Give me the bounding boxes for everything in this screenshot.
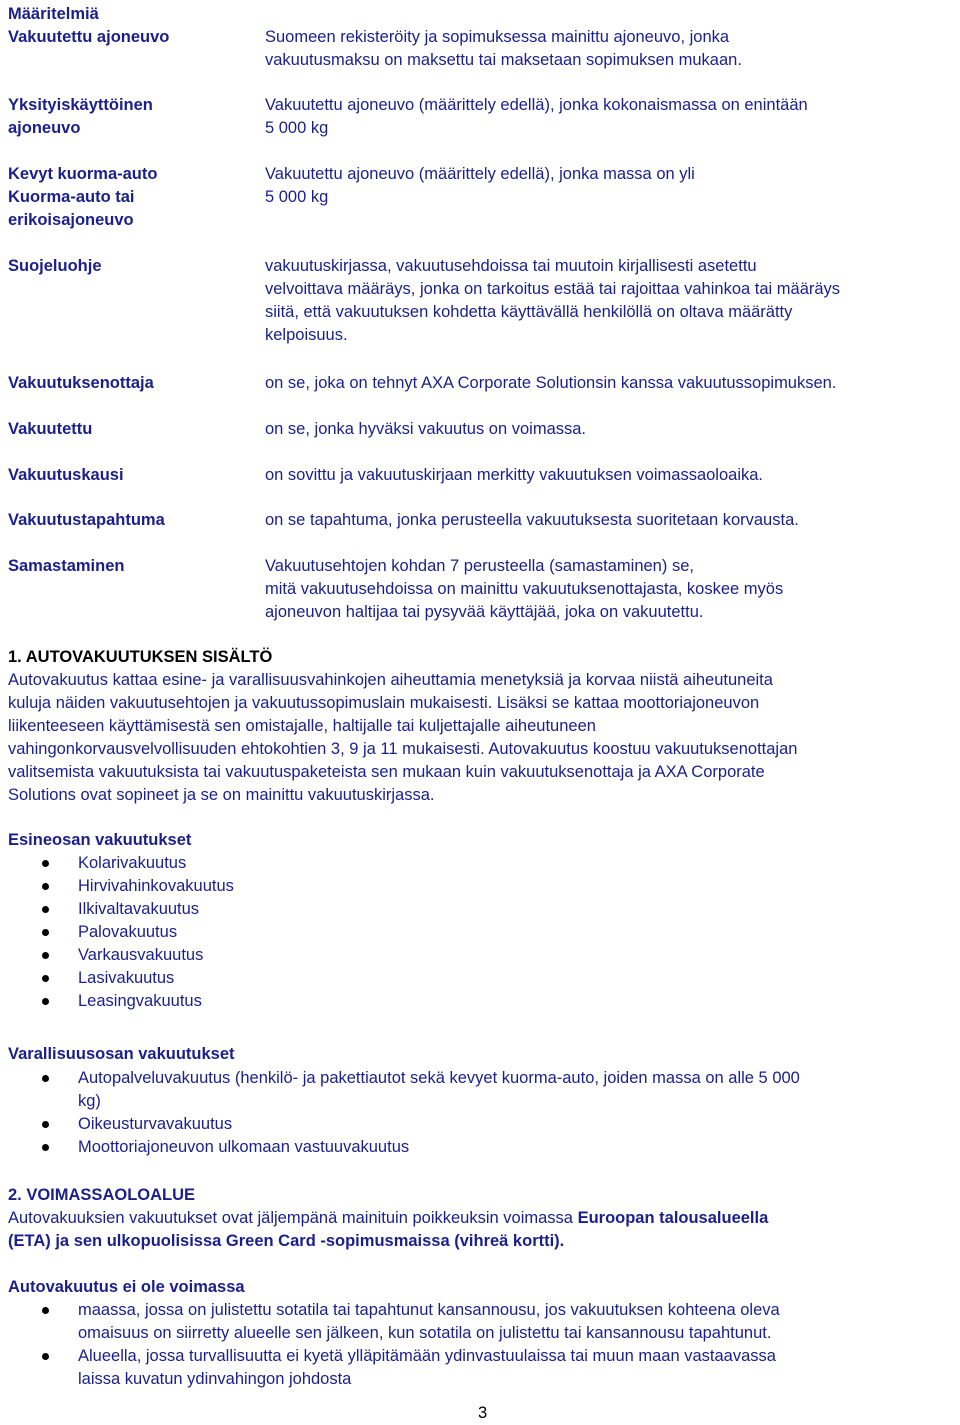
list-item: Alueella, jossa turvallisuutta ei kyetä ylläpitämään ydinvastuulaissa tai muun maan vastaavassa laissa kuvatun ydinvahingon johdosta xyxy=(0,1345,948,1391)
section-1-text: Autovakuutus kattaa esine- ja varallisuusvahinkojen aiheuttamia menetyksiä ja korvaa niistä aiheutuneita kuluja näiden vakuutusehtojen ja vakuutussopimuslain mukaisesti. Lisäksi se kattaa moottoriajoneuvon liikenteeseen käyttämisestä sen omistajalle, haltijalle tai kuljettajalle aiheutuneen vahingonkorvausvelvollisuuden ehtokohtien 3, 9 ja 11 mukaisesti. Autovakuutus koostuu vakuutuksenottajan valitsemista vakuutuksista tai vakuutuspaketeista sen mukaan kuin vakuutuksenottaja ja AXA Corporate Solutions ovat sopineet ja se on mainittu vakuutuskirjassa. xyxy=(8,671,798,804)
page-number: 3 xyxy=(478,1404,488,1422)
term-vakuutettu: Vakuutettu xyxy=(8,420,93,438)
bullet-icon xyxy=(42,906,49,913)
bullet-icon xyxy=(42,1121,49,1128)
definition-yksityiskayttoinen: Vakuutettu ajoneuvo (määrittely edellä), jonka kokonaismassa on enintään 5 000 kg xyxy=(265,96,808,137)
definition-kuorma-auto: Vakuutettu ajoneuvo (määrittely edellä), jonka massa on yli 5 000 kg xyxy=(265,165,695,206)
bullet-icon xyxy=(42,975,49,982)
bullet-icon xyxy=(42,952,49,959)
list-item: Lasivakuutus xyxy=(0,967,948,990)
property-list xyxy=(0,852,960,1013)
term-samastaminen: Samastaminen xyxy=(8,557,125,575)
bullet-icon xyxy=(42,1144,49,1151)
definition-vakuutuskausi: on sovittu ja vakuutuskirjaan merkitty vakuutuksen voimassaoloaika. xyxy=(265,466,763,484)
bullet-icon xyxy=(42,883,49,890)
term-vakuutustapahtuma: Vakuutustapahtuma xyxy=(8,511,165,529)
list-item: Autopalveluvakuutus (henkilö- ja pakettiautot sekä kevyet kuorma-auto, joiden massa on alle 5 000 kg) xyxy=(0,1067,948,1113)
list-item: Varkausvakuutus xyxy=(0,944,948,967)
term-vakuutuskausi: Vakuutuskausi xyxy=(8,466,124,484)
not-valid-list xyxy=(0,1299,960,1391)
definitions-title: Määritelmiä xyxy=(8,5,99,23)
term-kuorma-auto: Kevyt kuorma-auto Kuorma-auto tai erikoisajoneuvo xyxy=(8,165,158,229)
list-item: Oikeusturvavakuutus xyxy=(0,1113,948,1136)
bullet-icon xyxy=(42,860,49,867)
list-item: Hirvivahinkovakuutus xyxy=(0,875,948,898)
definition-vakuutuksenottaja: on se, joka on tehnyt AXA Corporate Solutionsin kanssa vakuutussopimuksen. xyxy=(265,374,837,392)
section-1-heading: 1. AUTOVAKUUTUKSEN SISÄLTÖ xyxy=(8,648,273,666)
section-1 xyxy=(8,646,958,807)
bullet-icon xyxy=(42,929,49,936)
assets-heading: Varallisuusosan vakuutukset xyxy=(8,1045,235,1063)
bullet-icon xyxy=(42,1307,49,1314)
list-item: Moottoriajoneuvon ulkomaan vastuuvakuutus xyxy=(0,1136,948,1159)
section-2 xyxy=(8,1184,958,1253)
list-item: Ilkivaltavakuutus xyxy=(0,898,948,921)
list-item: Palovakuutus xyxy=(0,921,948,944)
term-suojeluohje: Suojeluohje xyxy=(8,257,102,275)
term-yksityiskayttoinen: Yksityiskäyttöinen ajoneuvo xyxy=(8,96,153,137)
list-item: Leasingvakuutus xyxy=(0,990,948,1013)
list-item: Kolarivakuutus xyxy=(0,852,948,875)
list-item: maassa, jossa on julistettu sotatila tai tapahtunut kansannousu, jos vakuutuksen kohteena oleva omaisuus on siirretty alueelle sen jälkeen, kun sotatila on julistettu tai kansannousu tapahtunut. xyxy=(0,1299,948,1345)
definition-samastaminen: Vakuutusehtojen kohdan 7 perusteella (samastaminen) se, mitä vakuutusehdoissa on mainittu vakuutuksenottajasta, koskee myös ajoneuvon haltijaa tai pysyvää käyttäjää, joka on vakuutettu. xyxy=(265,557,784,621)
bullet-icon xyxy=(42,1353,49,1360)
assets-list xyxy=(0,1067,960,1159)
definition-vakuutettu-ajoneuvo: Suomeen rekisteröity ja sopimuksessa mainittu ajoneuvo, jonka vakuutusmaksu on maksettu tai maksetaan sopimuksen mukaan. xyxy=(265,28,742,69)
bullet-icon xyxy=(42,1075,49,1082)
definition-vakuutettu: on se, jonka hyväksi vakuutus on voimassa. xyxy=(265,420,587,438)
section-2-text: Autovakuuksien vakuutukset ovat jäljempänä mainituin poikkeuksin voimassa Euroopan talousalueella (ETA) ja sen ulkopuolisissa Green Card -sopimusmaissa (vihreä kortti). xyxy=(8,1209,769,1250)
definition-suojeluohje: vakuutuskirjassa, vakuutusehdoissa tai muutoin kirjallisesti asetettu velvoittava määräys, jonka on tarkoitus estää tai rajoittaa vahinkoa tai määräys siitä, että vakuutuksen kohdetta käyttävällä henkilöllä on oltava määrätty kelpoisuus. xyxy=(265,257,841,344)
definition-vakuutustapahtuma: on se tapahtuma, jonka perusteella vakuutuksesta suoritetaan korvausta. xyxy=(265,511,799,529)
property-heading: Esineosan vakuutukset xyxy=(8,831,192,849)
bullet-icon xyxy=(42,998,49,1005)
term-vakuutuksenottaja: Vakuutuksenottaja xyxy=(8,374,154,392)
section-2-heading: 2. VOIMASSAOLOALUE xyxy=(8,1186,196,1204)
not-valid-heading: Autovakuutus ei ole voimassa xyxy=(8,1278,245,1296)
term-vakuutettu-ajoneuvo: Vakuutettu ajoneuvo xyxy=(8,28,170,46)
